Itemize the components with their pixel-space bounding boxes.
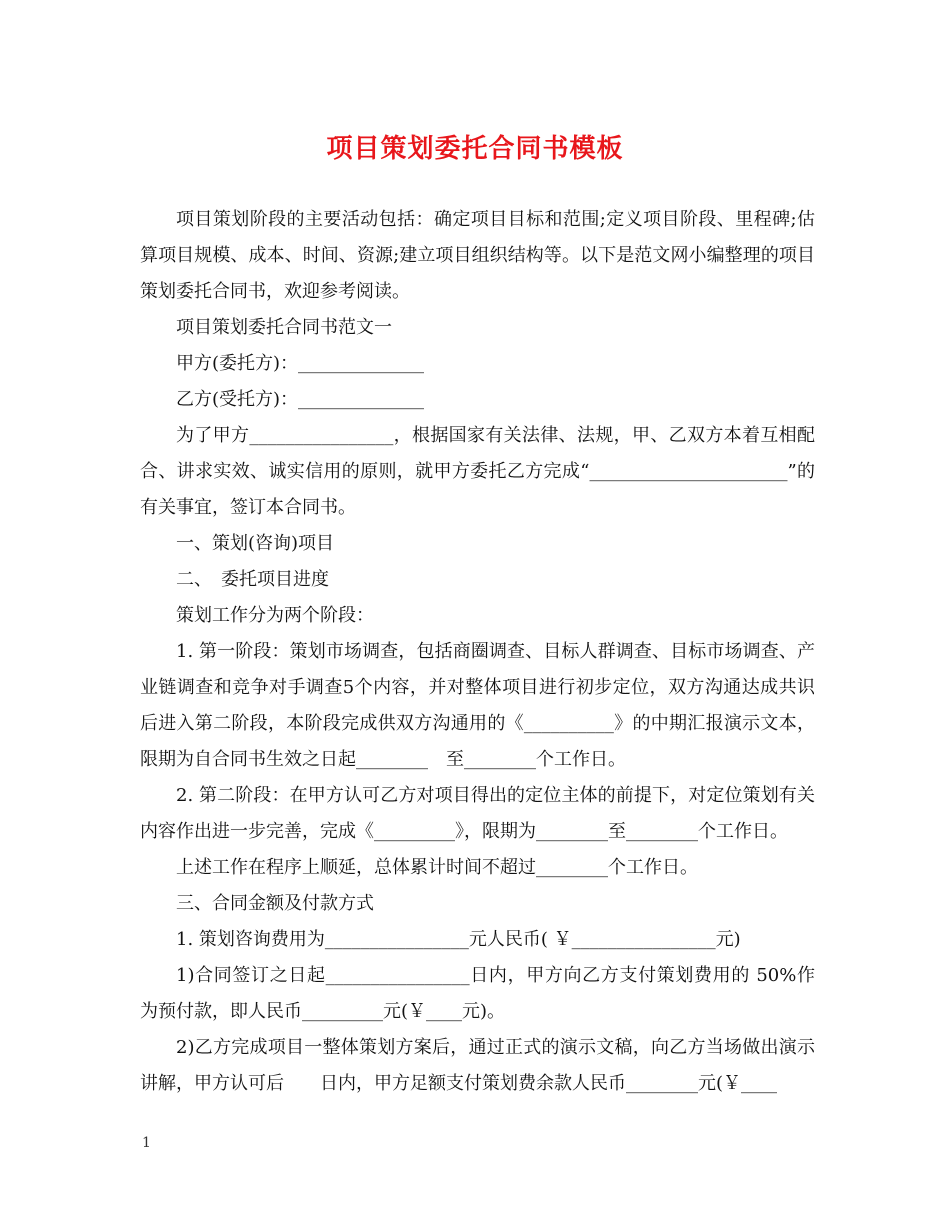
sample-heading: 项目策划委托合同书范文一 <box>176 317 392 338</box>
final-payment-paragraph: 2)乙方完成项目一整体策划方案后，通过正式的演示文稿，向乙方当场做出演示讲解，甲方认可后 日内，甲方足额支付策划费余款人民币________元(￥____ <box>140 1037 815 1094</box>
document-title: 项目策划委托合同书模板 <box>326 134 624 164</box>
section-one-heading: 一、策划(咨询)项目 <box>176 533 335 554</box>
party-b-line: 乙方(受托方)：______________ <box>176 389 425 410</box>
page-number: 1 <box>142 1135 151 1151</box>
fee-paragraph: 1. 策划咨询费用为________________元人民币( ￥________________元) <box>176 929 741 950</box>
section-three-heading: 三、合同金额及付款方式 <box>176 893 374 914</box>
preamble-paragraph: 为了甲方________________，根据国家有关法律、法规，甲、乙双方本着互相配合、讲求实效、诚实信用的原则，就甲方委托乙方完成“______________________”的有关事宜，签订本合同书。 <box>140 425 815 518</box>
phase-two-paragraph: 2. 第二阶段：在甲方认可乙方对项目得出的定位主体的前提下，对定位策划有关内容作出进一步完善，完成《_________》，限期为________至________个工作日。 <box>140 785 815 842</box>
phases-intro: 策划工作分为两个阶段： <box>176 605 374 626</box>
phase-one-paragraph: 1. 第一阶段：策划市场调查，包括商圈调查、目标人群调查、目标市场调查、产业链调查和竞争对手调查5个内容，并对整体项目进行初步定位，双方沟通达成共识后进入第二阶段，本阶段完成供双方沟通用的《__________》的中期汇报演示文本，限期为自合同书生效之日起________ 至________个工作日。 <box>140 641 815 770</box>
total-time-paragraph: 上述工作在程序上顺延，总体累计时间不超过________个工作日。 <box>176 857 698 878</box>
party-a-line: 甲方(委托方)：______________ <box>176 353 425 374</box>
document-body <box>140 202 815 1102</box>
prepayment-paragraph: 1)合同签订之日起________________日内，甲方向乙方支付策划费用的 50%作为预付款，即人民币_________元(￥____元)。 <box>140 965 815 1022</box>
section-two-heading: 二、 委托项目进度 <box>176 569 329 590</box>
intro-paragraph: 项目策划阶段的主要活动包括：确定项目目标和范围;定义项目阶段、里程碑;估算项目规模、成本、时间、资源;建立项目组织结构等。以下是范文网小编整理的项目策划委托合同书，欢迎参考阅读。 <box>140 209 815 302</box>
